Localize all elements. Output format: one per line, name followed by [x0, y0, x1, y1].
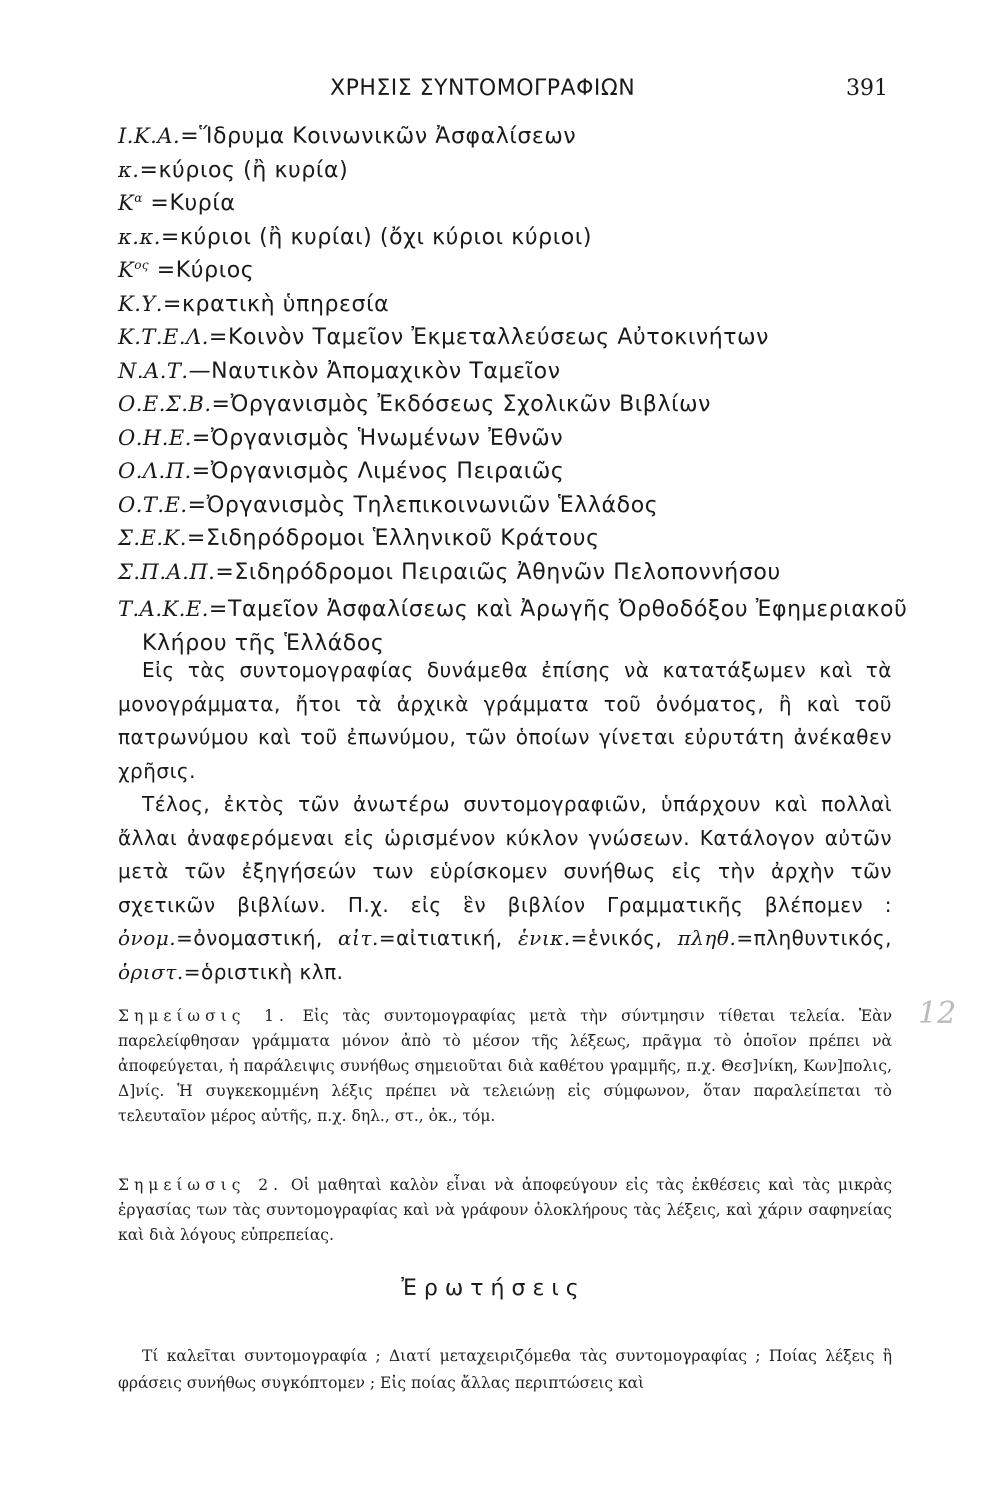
- abbreviation-entry: [118, 325, 908, 359]
- abbreviation-definition: =Ταμεῖον Ἀσφαλίσεως καὶ Ἀρωγῆς Ὀρθοδόξου Ἐφημεριακοῦ Κλήρου τῆς Ἑλλάδος: [142, 597, 908, 656]
- abbreviation-entry: [118, 225, 908, 259]
- abbreviation-entry: [118, 359, 908, 393]
- abbreviation-entry: [118, 292, 908, 326]
- example-abbreviation: αἰτ.: [338, 926, 379, 950]
- page-number: 391: [846, 76, 888, 101]
- abbreviation-key: Ο.Ε.Σ.Β.: [118, 392, 212, 416]
- example-abbreviation: ἑνικ.: [517, 926, 571, 950]
- page-header: [0, 76, 987, 112]
- abbreviation-key: Σ.Ε.Κ.: [118, 526, 187, 550]
- abbreviation-key: Ο.Λ.Π.: [118, 459, 192, 483]
- abbreviation-key: κ.: [118, 157, 140, 182]
- abbreviation-entry: [118, 191, 908, 225]
- abbreviation-definition: =Ὀργανισμὸς Τηλεπικοινωνιῶν Ἑλλάδος: [187, 492, 659, 518]
- abbreviation-entry: [118, 493, 908, 527]
- example-abbreviation: πληθ.: [677, 926, 737, 950]
- abbreviation-entry: [118, 258, 908, 292]
- abbreviation-list: [118, 124, 908, 660]
- abbreviation-superscript: ος: [134, 258, 150, 272]
- example-abbreviation: ὁριστ.: [118, 959, 184, 984]
- abbreviation-definition: =Κύριος: [149, 258, 255, 283]
- footnote-text: Εἰς τὰς συντομογραφίας μετὰ τὴν σύντμησιν τίθεται τελεία. Ἐὰν παρελείφθησαν γράμματα μόνον ἀπὸ τὸ μέσον τῆς λέξεως, πρᾶγμα τὸ ὁποῖον πρέπει νὰ ἀποφεύγεται, ἡ παράλειψις συνήθως σημειοῦται διὰ καθέτου γραμμῆς, π.χ. Θεσ]νίκη, Κων]πολις, Δ]νίς. Ἡ συγκεκομμένη λέξις πρέπει νὰ τελειώνῃ εἰς σύμφωνον, ὅταν παραλείπεται τὸ τελευταῖον μέρος αὐτῆς, π.χ. δηλ., στ., ὀκ., τόμ.: [118, 1007, 892, 1125]
- abbreviation-superscript: α: [134, 191, 143, 205]
- example-abbreviation: ὀνομ.: [118, 926, 177, 950]
- abbreviation-key: $K^{o\varsigma}$: [118, 258, 150, 282]
- paragraph-text: Τέλος, ἐκτὸς τῶν ἀνωτέρω συντομογραφιῶν, ὑπάρχουν καὶ πολλαὶ ἄλλαι ἀναφερόμεναι εἰς ὡρισμένον κύκλον γνώσεων. Κατάλογον αὐτῶν μετὰ τῶν ἐξηγήσεών των εὑρίσκομεν συνήθως εἰς τὴν ἀρχὴν τῶν σχετικῶν βιβλίων. Π.χ. εἰς ἓν βιβλίον Γραμματικῆς βλέπομεν :: [118, 792, 892, 917]
- example-definition: =αἰτιατική,: [378, 926, 503, 950]
- abbreviation-definition: =Ὀργανισμὸς Ἡνωμένων Ἐθνῶν: [191, 425, 564, 451]
- abbreviation-definition: =κύριος (ἢ κυρία): [139, 157, 349, 183]
- abbreviation-key: Σ.Π.Α.Π.: [118, 559, 216, 584]
- abbreviation-entry: [118, 158, 908, 192]
- footnote-lead: Σημείωσις 1.: [118, 1007, 289, 1025]
- abbreviation-definition: =Κοινὸν Ταμεῖον Ἐκμεταλλεύσεως Αὐτοκινήτων: [208, 325, 770, 350]
- abbreviation-key: Ι.Κ.Α.: [118, 124, 181, 148]
- example-definition: =ὁριστικὴ κλπ.: [183, 959, 344, 984]
- abbreviation-definition: =Σιδηρόδρομοι Ἑλληνικοῦ Κράτους: [186, 526, 600, 551]
- abbreviation-definition: =κύριοι (ἢ κυρίαι) (ὄχι κύριοι κύριοι): [160, 224, 593, 250]
- footnote-text: Οἱ μαθηταὶ καλὸν εἶναι νὰ ἀποφεύγουν εἰς τὰς ἐκθέσεις καὶ τὰς μικρὰς ἐργασίας των τὰς συντομογραφίας καὶ νὰ γράφουν ὁλοκλήρους τὰς λέξεις, καὶ χάριν σαφηνείας καὶ διὰ λόγους εὐπρεπείας.: [118, 1176, 892, 1244]
- example-definition: =ἑνικός,: [570, 926, 663, 950]
- abbreviation-definition: =κρατικὴ ὑπηρεσία: [162, 291, 390, 317]
- abbreviation-definition: —Ναυτικὸν Ἀπομαχικὸν Ταμεῖον: [188, 358, 561, 384]
- abbreviation-key: Κ.Τ.Ε.Λ.: [118, 325, 209, 349]
- abbreviation-definition: =Ἵδρυμα Κοινωνικῶν Ἀσφαλίσεων: [180, 124, 577, 149]
- questions-paragraph: Τί καλεῖται συντομογραφία ; Διατί μεταχειριζόμεθα τὰς συντομογραφίας ; Ποίας λέξεις ἢ φράσεις συνήθως συγκόπτομεν ; Εἰς ποίας ἄλλας περιπτώσεις καὶ: [118, 1347, 892, 1392]
- abbreviation-key: Τ.Α.Κ.Ε.: [118, 597, 209, 621]
- footnote-lead: Σημείωσις 2.: [118, 1176, 284, 1194]
- abbreviation-key: κ.κ.: [118, 224, 161, 249]
- abbreviation-key: Ν.Α.Τ.: [118, 358, 189, 383]
- footnote: [118, 1173, 892, 1248]
- abbreviation-definition: =Κυρία: [142, 191, 236, 216]
- body-paragraph: Εἰς τὰς συντομογραφίας δυνάμεθα ἐπίσης νὰ κατατάξωμεν καὶ τὰ μονογράμματα, ἤτοι τὰ ἀρχικὰ γράμματα τοῦ ὀνόματος, ἢ καὶ τοῦ πατρωνύμου καὶ τοῦ ἐπωνύμου, τῶν ὁποίων γίνεται εὐρυτάτη ἀνέκαθεν χρῆσις.: [118, 658, 892, 783]
- abbreviation-key: Ο.Η.Ε.: [118, 425, 192, 450]
- abbreviation-entry: [118, 593, 908, 660]
- abbreviation-definition: =Σιδηρόδρομοι Πειραιῶς Ἀθηνῶν Πελοποννήσου: [215, 559, 781, 585]
- abbreviation-key: Κ.Υ.: [118, 291, 163, 316]
- example-definition: =ὀνομαστική,: [176, 926, 323, 950]
- abbreviation-entry: [118, 459, 908, 493]
- running-title: ΧΡΗΣΙΣ ΣΥΝΤΟΜΟΓΡΑΦΙΩΝ: [330, 76, 636, 101]
- abbreviation-entry: [118, 426, 908, 460]
- abbreviation-entry: [118, 392, 908, 426]
- abbreviation-key: Ο.Τ.Ε.: [118, 492, 188, 517]
- section-heading: Ἐρωτήσεις: [401, 1276, 586, 1301]
- example-definition: =πληθυντικός,: [736, 926, 893, 950]
- abbreviation-entry: [118, 526, 908, 560]
- abbreviation-entry: [118, 560, 908, 594]
- handwritten-margin-mark: 12: [918, 996, 957, 1031]
- body-paragraph: [118, 788, 892, 989]
- abbreviation-key: $K^\alpha$: [118, 191, 143, 215]
- footnote: [118, 1004, 892, 1129]
- abbreviation-definition: =Ὀργανισμὸς Λιμένος Πειραιῶς: [191, 459, 565, 484]
- abbreviation-definition: =Ὀργανισμὸς Ἐκδόσεως Σχολικῶν Βιβλίων: [211, 392, 712, 417]
- abbreviation-entry: [118, 124, 908, 158]
